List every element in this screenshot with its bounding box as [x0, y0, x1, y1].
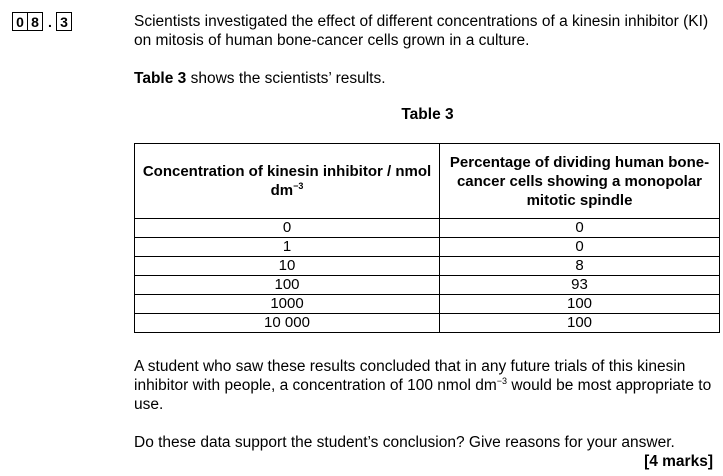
student-conclusion	[134, 357, 722, 414]
intro-text: Scientists investigated the effect of different concentrations of a kinesin inhibitor (KI) on mitosis of human bone-cancer cells grown in a culture.	[134, 13, 709, 49]
cell-percentage: 0	[440, 238, 720, 257]
cell-percentage: 0	[440, 219, 720, 238]
conclusion-sup: −3	[496, 376, 508, 386]
cell-concentration: 1000	[135, 295, 440, 314]
results-table	[134, 143, 720, 333]
cell-percentage: 93	[440, 276, 720, 295]
table-row	[135, 257, 720, 276]
table-row	[135, 295, 720, 314]
question-prompt: Do these data support the student’s conclusion? Give reasons for your answer.	[134, 434, 675, 451]
conclusion-part1: A student who saw these results concluded that in any future trials of this kinesin inhibitor with people, a concentration of 100 nmol dm	[134, 358, 686, 394]
table-row	[135, 276, 720, 295]
cell-concentration: 10	[135, 257, 440, 276]
cell-concentration: 1	[135, 238, 440, 257]
cell-concentration: 0	[135, 219, 440, 238]
question-digit-2: 8	[27, 12, 43, 31]
table-reference	[134, 69, 386, 88]
cell-concentration: 10 000	[135, 314, 440, 333]
question-number	[13, 12, 72, 31]
cell-percentage: 100	[440, 314, 720, 333]
header-concentration	[135, 144, 440, 219]
header-concentration-text: Concentration of kinesin inhibitor / nmol dm	[142, 163, 432, 199]
marks-label: [4 marks]	[644, 453, 713, 470]
table-caption: Table 3	[401, 106, 454, 123]
table-reference-rest: shows the scientists’ results.	[186, 70, 386, 87]
question-digit-3: 3	[56, 12, 72, 31]
table-row	[135, 238, 720, 257]
table-row	[135, 219, 720, 238]
cell-percentage: 8	[440, 257, 720, 276]
table-row	[135, 314, 720, 333]
cell-percentage: 100	[440, 295, 720, 314]
question-separator: .	[48, 13, 52, 30]
question-digit-1: 0	[12, 12, 28, 31]
cell-concentration: 100	[135, 276, 440, 295]
header-percentage: Percentage of dividing human bone-cancer cells showing a monopolar mitotic spindle	[440, 144, 720, 219]
table-header-row	[135, 144, 720, 219]
header-concentration-sup: −3	[293, 181, 304, 191]
conclusion-part2: would be most appropriate to use.	[134, 377, 712, 413]
table-reference-bold: Table 3	[134, 70, 187, 87]
